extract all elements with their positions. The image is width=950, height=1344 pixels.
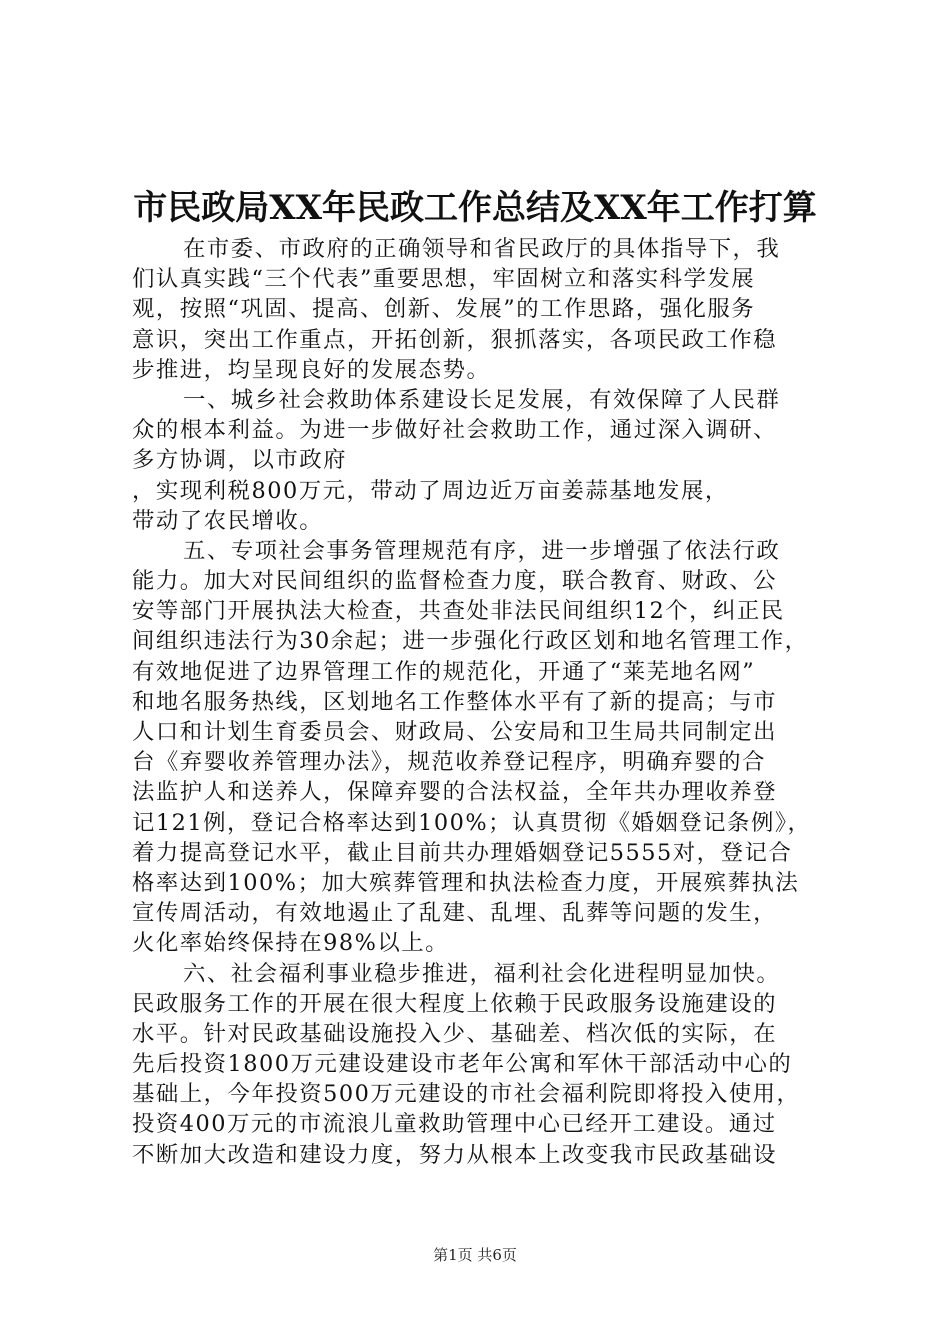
- paragraph-line: 基础上，今年投资500万元建设的市社会福利院即将投入使用，: [132, 1081, 801, 1108]
- paragraph-line: 火化率始终保持在98%以上。: [132, 930, 450, 957]
- paragraph-line: 投资400万元的市流浪儿童救助管理中心已经开工建设。通过: [132, 1111, 777, 1138]
- paragraph-line: 先后投资1800万元建设建设市老年公寓和军休干部活动中心的: [132, 1051, 793, 1078]
- paragraph-line: 格率达到100%；加大殡葬管理和执法检查力度，开展殡葬执法: [132, 869, 800, 896]
- paragraph-line: 众的根本利益。为进一步做好社会救助工作，通过深入调研、: [132, 417, 778, 444]
- paragraph-line: ，实现利税800万元，带动了周边近万亩姜蒜基地发展，: [132, 477, 729, 504]
- paragraph-line: 间组织违法行为30余起；进一步强化行政区划和地名管理工作，: [132, 628, 809, 655]
- paragraph-line: 记121例，登记合格率达到100%；认真贯彻《婚姻登记条例》，: [132, 809, 812, 836]
- paragraph-line: 人口和计划生育委员会、财政局、公安局和卫生局共同制定出: [132, 719, 778, 745]
- document-title: 市民政局XX年民政工作总结及XX年工作打算: [133, 188, 817, 228]
- paragraph-line: 民政服务工作的开展在很大程度上依赖于民政服务设施建设的: [132, 990, 778, 1017]
- paragraph-line: 多方协调，以市政府: [132, 447, 348, 474]
- paragraph-line: 着力提高登记水平，截止目前共办理婚姻登记5555对，登记合: [132, 839, 793, 866]
- paragraph-line: 们认真实践“三个代表”重要思想，牢固树立和落实科学发展: [132, 266, 756, 293]
- document-body: [132, 234, 832, 1170]
- paragraph-line: 在市委、市政府的正确领导和省民政厅的具体指导下，我: [183, 236, 781, 262]
- paragraph-line: 安等部门开展执法大检查，共查处非法民间组织12个，纠正民: [132, 598, 785, 625]
- paragraph-line: 台《弃婴收养管理办法》，规范收养登记程序，明确弃婴的合: [132, 749, 766, 776]
- paragraph-line: 法监护人和送养人，保障弃婴的合法权益，全年共办理收养登: [132, 779, 778, 806]
- paragraph-line: 步推进，均呈现良好的发展态势。: [132, 356, 491, 383]
- page-number-footer: 第1页 共6页: [433, 1246, 517, 1264]
- paragraph-line: 带动了农民增收。: [132, 507, 324, 534]
- paragraph-line: 不断加大改造和建设力度，努力从根本上改变我市民政基础设: [132, 1141, 778, 1168]
- paragraph-line: 意识，突出工作重点，开拓创新，狠抓落实，各项民政工作稳: [132, 326, 778, 353]
- paragraph-line: 六、社会福利事业稳步推进，福利社会化进程明显加快。: [183, 960, 781, 987]
- paragraph-line: 有效地促进了边界管理工作的规范化，开通了“莱芜地名网”: [132, 658, 756, 685]
- paragraph-line: 一、城乡社会救助体系建设长足发展，有效保障了人民群: [183, 386, 781, 413]
- paragraph-line: 观，按照“巩固、提高、创新、发展”的工作思路，强化服务: [132, 296, 756, 323]
- paragraph-line: 水平。针对民政基础设施投入少、基础差、档次低的实际，在: [132, 1020, 778, 1047]
- paragraph-line: 和地名服务热线，区划地名工作整体水平有了新的提高；与市: [132, 688, 778, 715]
- paragraph-line: 能力。加大对民间组织的监督检查力度，联合教育、财政、公: [132, 568, 778, 595]
- paragraph-line: 宣传周活动，有效地遏止了乱建、乱埋、乱葬等问题的发生，: [132, 900, 778, 927]
- paragraph-line: 五、专项社会事务管理规范有序，进一步增强了依法行政: [183, 537, 781, 564]
